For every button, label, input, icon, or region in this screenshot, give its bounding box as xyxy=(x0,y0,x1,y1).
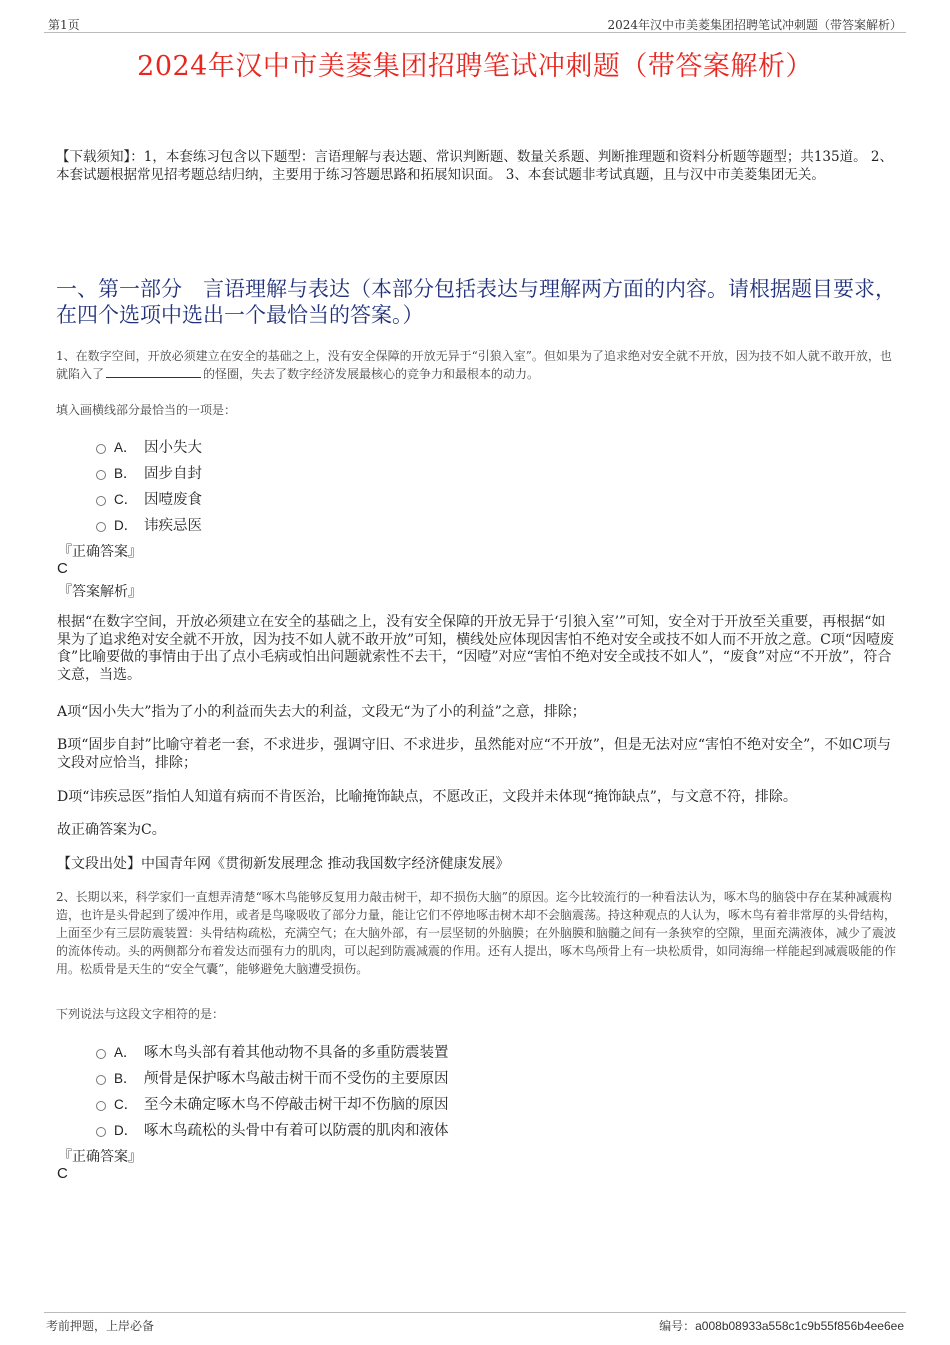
option-text: 颅骨是保护啄木鸟敲击树干而不受伤的主要原因 xyxy=(144,1070,449,1087)
option-a[interactable] xyxy=(96,433,202,459)
option-key: C． xyxy=(114,492,138,507)
option-a[interactable] xyxy=(96,1038,449,1064)
option-c[interactable] xyxy=(96,1090,449,1116)
radio-icon[interactable] xyxy=(96,1049,106,1059)
correct-answer: C xyxy=(57,1165,68,1182)
question-2-stem: 2、长期以来，科学家们一直想弄清楚“啄木鸟能够反复用力敲击树干，却不损伤大脑”的原因。迄今比较流行的一种看法认为，啄木鸟的脑袋中存在某种减震构造，也许是头骨起到了缓冲作用，或者是鸟喙吸收了部分力量，能让它们不停地啄击树木却不会脑震荡。持这种观点的人认为，啄木鸟有着非常厚的头骨结构，上面至少有三层防震装置：头骨结构疏松，充满空气；在大脑外部，有一层坚韧的外脑膜；在外脑膜和脑髓之间有一条狭窄的空隙，里面充满液体，减少了震波的流体传动。头的两侧都分布着发达而强有力的肌肉，可以起到防震减震的作用。还有人提出，啄木鸟颅骨上有一块松质骨，如同海绵一样能起到减震吸能的作用。松质骨是天生的“安全气囊”，能够避免大脑遭受损伤。 xyxy=(56,890,897,976)
option-key: B． xyxy=(114,466,137,481)
option-text: 讳疾忌医 xyxy=(144,517,202,534)
option-text: 至今未确定啄木鸟不停敲击树干却不伤脑的原因 xyxy=(144,1096,449,1113)
header-doc-title: 2024年汉中市美菱集团招聘笔试冲刺题（带答案解析） xyxy=(607,18,902,32)
analysis-label: 『答案解析』 xyxy=(58,584,142,600)
radio-icon[interactable] xyxy=(96,470,106,480)
radio-icon[interactable] xyxy=(96,444,106,454)
radio-icon[interactable] xyxy=(96,522,106,532)
radio-icon[interactable] xyxy=(96,1127,106,1137)
option-text: 啄木鸟头部有着其他动物不具备的多重防震装置 xyxy=(144,1044,449,1061)
option-d[interactable] xyxy=(96,511,202,537)
question-1-stem-part-2: 的怪圈，失去了数字经济发展最核心的竞争力和最根本的动力。 xyxy=(203,367,540,381)
correct-answer: C xyxy=(57,560,68,577)
analysis-option-b: B项“固步自封”比喻守着老一套，不求进步，强调守旧、不求进步，虽然能对应“不开放”，但是无法对应“害怕不绝对安全”，不如C项与文段对应恰当，排除； xyxy=(57,737,891,771)
analysis-option-a: A项“因小失大”指为了小的利益而失去大的利益，文段无“为了小的利益”之意，排除； xyxy=(57,704,586,720)
option-b[interactable] xyxy=(96,1064,449,1090)
analysis-option-d: D项“讳疾忌医”指怕人知道有病而不肯医治，比喻掩饰缺点，不愿改正，文段并未体现“掩饰缺点”，与文意不符，排除。 xyxy=(57,789,797,805)
page-number: 第1页 xyxy=(48,18,80,32)
option-key: D． xyxy=(114,1123,138,1138)
option-c[interactable] xyxy=(96,485,202,511)
option-text: 因噎废食 xyxy=(144,491,202,508)
source-citation: 【文段出处】中国青年网《贯彻新发展理念 推动我国数字经济健康发展》 xyxy=(57,856,510,872)
radio-icon[interactable] xyxy=(96,1075,106,1085)
document-title: 2024年汉中市美菱集团招聘笔试冲刺题（带答案解析） xyxy=(137,51,813,82)
analysis-conclusion: 故正确答案为C。 xyxy=(57,822,166,838)
analysis-paragraph: 根据“在数字空间，开放必须建立在安全的基础之上，没有安全保障的开放无异于‘引狼入室’”可知，安全对于开放至关重要，再根据“如果为了追求绝对安全就不开放，因为技不如人就不敢开放”可知，横线处应体现因害怕不绝对安全或技不如人而不开放之意。C项“因噎废食”比喻要做的事情由于出了点小毛病或怕出问题就索性不去干，“因噎”对应“害怕不绝对安全或技不如人”，“废食”对应“不开放”，符合文意，当选。 xyxy=(57,614,895,683)
option-key: A． xyxy=(114,440,137,455)
option-text: 因小失大 xyxy=(144,439,202,456)
correct-answer-label: 『正确答案』 xyxy=(58,1149,142,1165)
download-notice: 【下载须知】：1，本套练习包含以下题型：言语理解与表达题、常识判断题、数量关系题、判断推理题和资料分析题等题型；共135道。 2、本套试题根据常见招考题总结归纳，主要用于练习答题思路和拓展知识面。 3、本套试题非考试真题，且与汉中市美菱集团无关。 xyxy=(56,149,893,183)
option-b[interactable] xyxy=(96,459,202,485)
fill-blank xyxy=(106,365,201,378)
option-key: A． xyxy=(114,1045,137,1060)
option-text: 啄木鸟疏松的头骨中有着可以防震的肌肉和液体 xyxy=(144,1122,449,1139)
question-1-prompt: 填入画横线部分最恰当的一项是： xyxy=(56,403,237,417)
question-1-stem-part-1: 1、在数字空间，开放必须建立在安全的基础之上，没有安全保障的开放无异于“引狼入室”。但如果为了追求绝对安全就不开放，因为技不如人就不敢开放，也就陷入了 xyxy=(56,349,892,381)
question-1-stem xyxy=(56,347,896,383)
option-key: B． xyxy=(114,1071,137,1086)
option-key: D． xyxy=(114,518,138,533)
question-2-prompt: 下列说法与这段文字相符的是： xyxy=(56,1007,225,1021)
footer-code-label: 编号： xyxy=(659,1319,696,1333)
radio-icon[interactable] xyxy=(96,1101,106,1111)
footer-slogan: 考前押题，上岸必备 xyxy=(46,1319,155,1333)
option-text: 固步自封 xyxy=(144,465,202,482)
question-1-options xyxy=(96,433,202,537)
page-footer xyxy=(44,1312,906,1333)
page-header xyxy=(44,14,906,33)
footer-code-value: a008b08933a558c1c9b55f856b4ee6ee xyxy=(695,1319,904,1333)
option-key: C． xyxy=(114,1097,138,1112)
radio-icon[interactable] xyxy=(96,496,106,506)
section-heading: 一、第一部分 言语理解与表达（本部分包括表达与理解两方面的内容。请根据题目要求，在四个选项中选出一个最恰当的答案。） xyxy=(56,277,896,327)
question-2-options xyxy=(96,1038,449,1142)
option-d[interactable] xyxy=(96,1116,449,1142)
correct-answer-label: 『正确答案』 xyxy=(58,544,142,560)
footer-code xyxy=(659,1317,904,1334)
